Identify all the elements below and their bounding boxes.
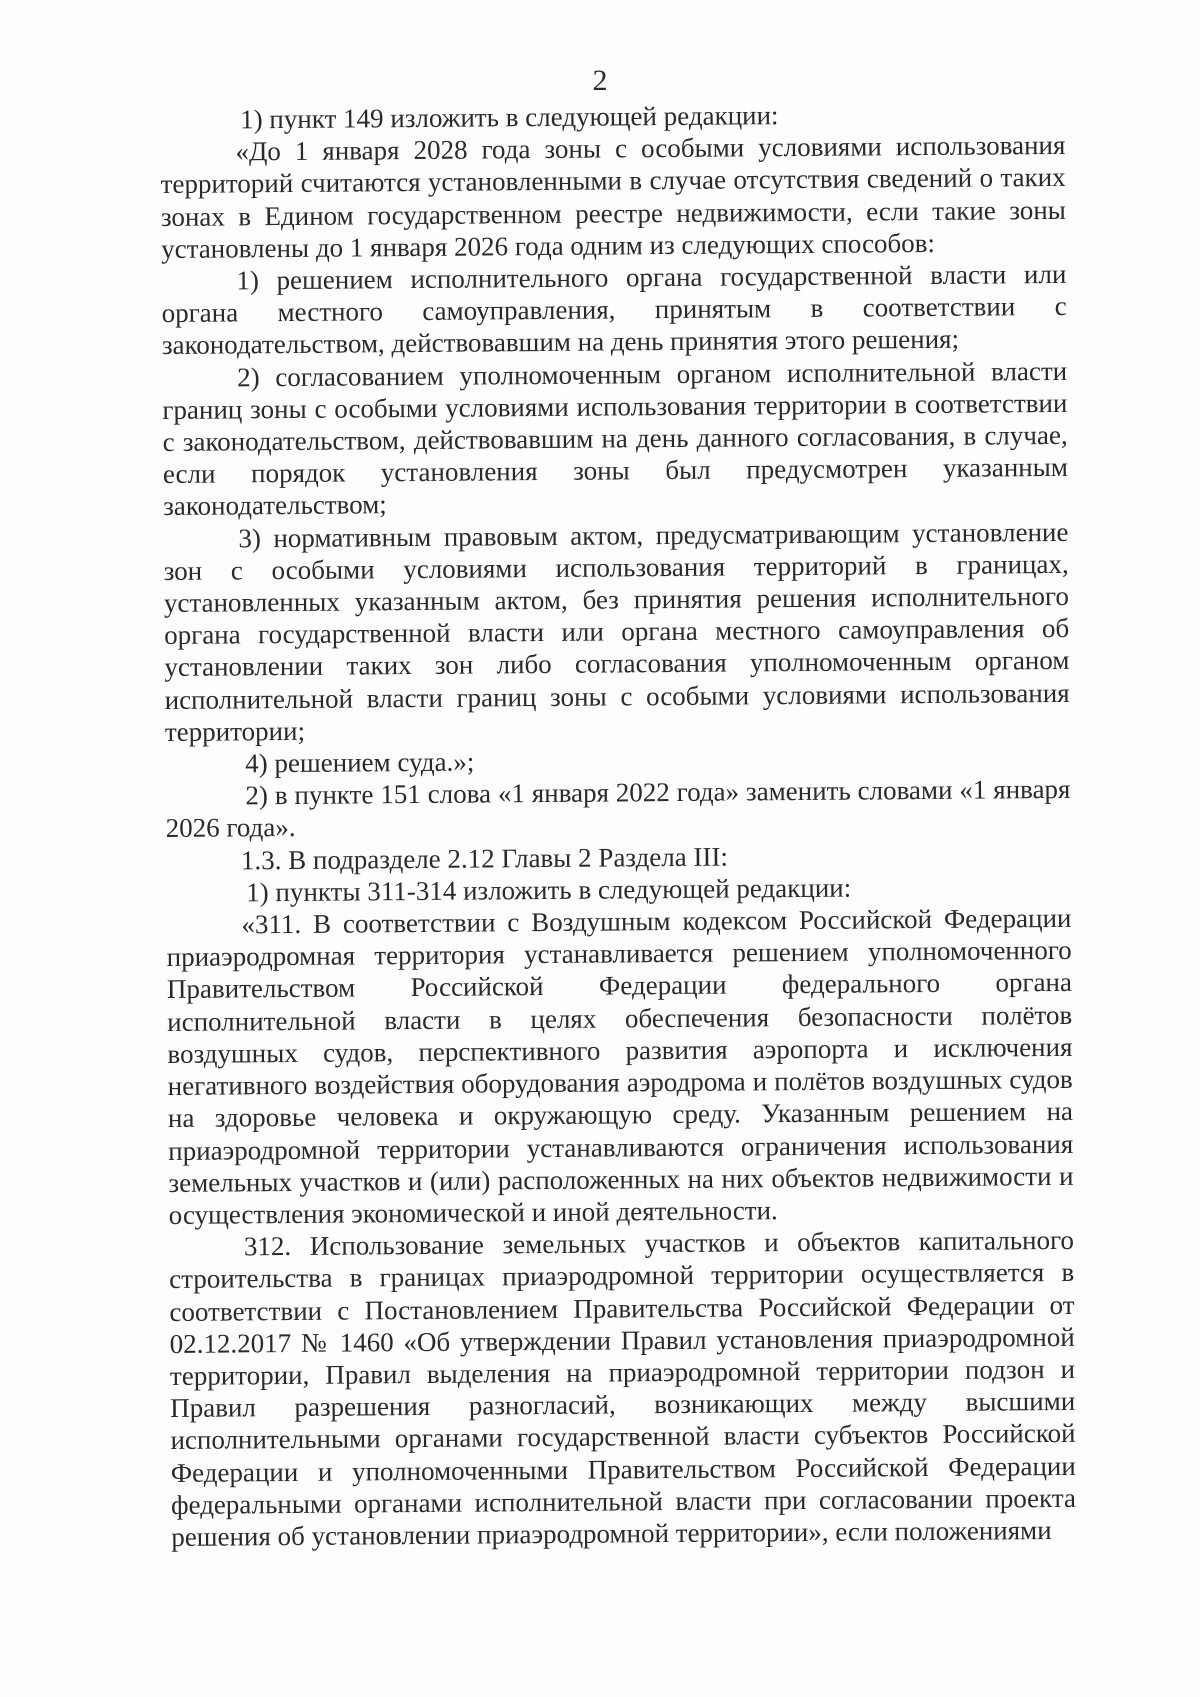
paragraph-method-3: 3) нормативным правовым актом, предусматривающим установление зон с особыми условиями использования территорий в границах, установленных указанным актом, без принятия решения исполнительного органа государственной власти или органа местного самоуправления об установлении таких зон либо согласования уполномоченным органом исполнительной власти границ зоны с особыми условиями использования территории; xyxy=(163,516,1070,747)
paragraph-method-2: 2) согласованием уполномоченным органом исполнительной власти границ зоны с особыми условиями использования территории в соответствии с законодательством, действовавшим на день данного согласования, в случае, если порядок установления зоны был предусмотрен указанным законодательством; xyxy=(162,355,1068,522)
paragraph-method-4: 4) решением суда.»; xyxy=(245,746,475,779)
paragraph-312: 312. Использование земельных участков и объектов капитального строительства в границах приаэродромной территории осуществляется в соответствии с Постановлением Правительства Российской Федерации от 02.12.2017 № 1460 «Об утверждении Правил установления приаэродромной территории, Правил выделения на приаэродромной территории подзон и Правил разрешения разногласий, возникающих между высшими исполнительными органами государственной власти субъектов Российской Федерации и уполномоченными Правительством Российской Федерации федеральными органами исполнительной власти при согласовании проекта решения об установлении приаэродромной территории», если положениями xyxy=(169,1224,1077,1552)
paragraph-section-1-3: 1.3. В подразделе 2.12 Главы 2 Раздела III: xyxy=(240,841,729,876)
paragraph-method-1: 1) решением исполнительного органа государственной власти или органа местного самоуправления, принятым в соответствии с законодательством, действовавшим на день принятия этого решения; xyxy=(161,258,1067,361)
paragraph-item-149: 1) пункт 149 изложить в следующей редакции: xyxy=(240,100,779,135)
paragraph-quote-149: «До 1 января 2028 года зоны с особыми условиями использования территорий считаются установленными в случае отсутствия сведений о таких зонах в Едином государственном реестре недвижимости, если такие зоны установлены до 1 января 2026 года одним из следующих способов: xyxy=(160,130,1066,264)
document-body xyxy=(160,97,1076,1553)
paragraph-311: «311. В соответствии с Воздушным кодексом Российской Федерации приаэродромная территория устанавливается решением уполномоченного Правительством Российской Федерации федерального органа исполнительной власти в целях обеспечения безопасности полётов воздушных судов, перспективного развития аэропорта и исключения негативного воздействия оборудования аэродрома и полётов воздушных судов на здоровье человека и окружающую среду. Указанным решением на приаэродромной территории устанавливаются ограничения использования земельных участков и (или) расположенных на них объектов недвижимости и осуществления экономической и иной деятельности. xyxy=(166,902,1074,1230)
paragraph-item-151: 2) в пункте 151 слова «1 января 2022 года» заменить словами «1 января 2026 года». xyxy=(165,774,1071,844)
paragraph-items-311-314: 1) пункты 311-314 изложить в следующей редакции: xyxy=(246,872,852,908)
page-number: 2 xyxy=(592,64,608,97)
